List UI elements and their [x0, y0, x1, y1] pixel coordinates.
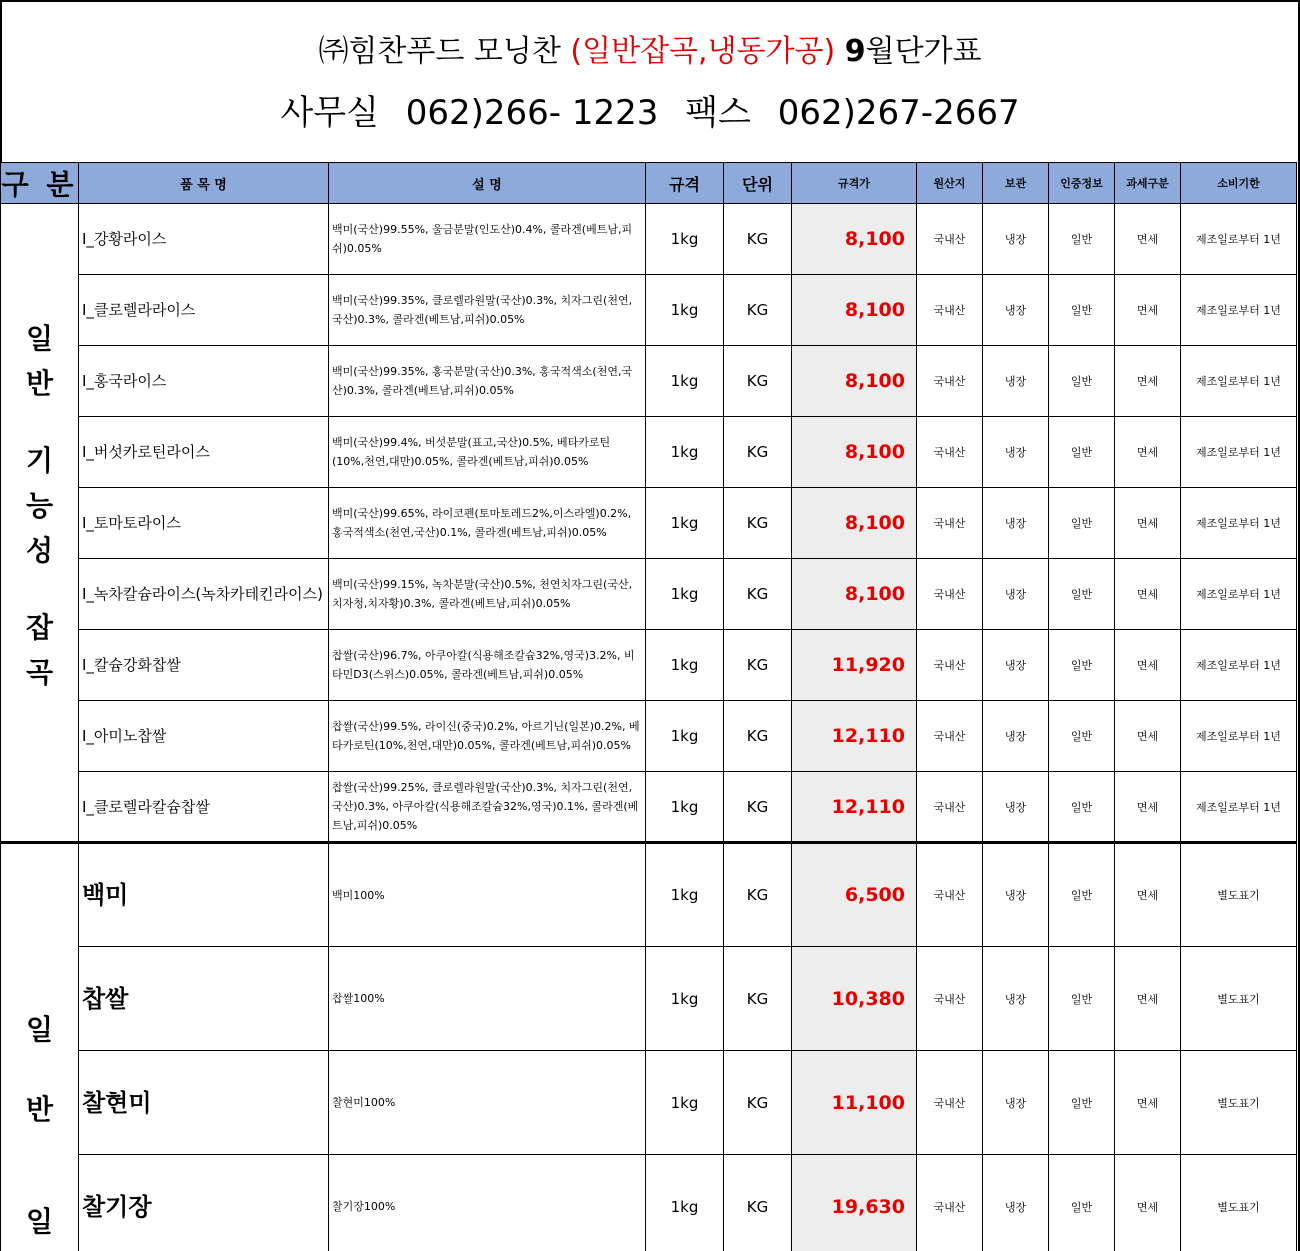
header-unit: 단위 [724, 163, 792, 204]
category-group-char: 일 [25, 322, 54, 355]
cell-name: I_클로렐라칼슘찹쌀 [79, 772, 329, 843]
category-group-char: 일 [25, 1205, 54, 1238]
cell-origin: 국내산 [917, 204, 983, 275]
table-row [1, 701, 1297, 772]
cell-desc: 백미(국산)99.55%, 울금분말(인도산)0.4%, 콜라겐(베트남,피쉬)0.05% [329, 204, 646, 275]
price-table [0, 162, 1297, 1251]
cell-spec: 1kg [646, 488, 724, 559]
cell-origin: 국내산 [917, 1051, 983, 1155]
cell-spec: 1kg [646, 630, 724, 701]
cell-spec: 1kg [646, 204, 724, 275]
cell-desc: 백미(국산)99.65%, 라이코펜(토마토레드2%,이스라엘)0.2%, 홍국적색소(천연,국산)0.1%, 콜라겐(베트남,피쉬)0.05% [329, 488, 646, 559]
category-group-char [1, 406, 78, 438]
cell-origin: 국내산 [917, 559, 983, 630]
table-row [1, 275, 1297, 346]
cell-storage: 냉장 [983, 630, 1049, 701]
category-group [1, 204, 79, 843]
cell-unit: KG [724, 1051, 792, 1155]
cell-desc: 찹쌀100% [329, 947, 646, 1051]
month-number: 9 [844, 34, 866, 69]
cell-cert: 일반 [1049, 630, 1115, 701]
category-group-char: 잡 [25, 611, 54, 644]
cell-name: I_아미노찹쌀 [79, 701, 329, 772]
category-group-char: 능 [25, 489, 54, 522]
cell-unit: KG [724, 346, 792, 417]
header-row [1, 163, 1297, 204]
document-title [2, 32, 1298, 72]
cell-spec: 1kg [646, 275, 724, 346]
cell-origin: 국내산 [917, 843, 983, 947]
cell-unit: KG [724, 488, 792, 559]
table-row [1, 204, 1297, 275]
cell-unit: KG [724, 630, 792, 701]
cell-price: 6,500 [792, 843, 917, 947]
category-group-char: 기 [25, 444, 54, 477]
cell-storage: 냉장 [983, 275, 1049, 346]
cell-storage: 냉장 [983, 488, 1049, 559]
cell-unit: KG [724, 947, 792, 1051]
cell-price: 12,110 [792, 772, 917, 843]
cell-expiry: 제조일로부터 1년 [1181, 488, 1297, 559]
cell-tax: 면세 [1115, 947, 1181, 1051]
cell-origin: 국내산 [917, 772, 983, 843]
cell-expiry: 제조일로부터 1년 [1181, 204, 1297, 275]
category-label: (일반잡곡,냉동가공) [570, 34, 836, 69]
category-group-char: 반 [25, 367, 54, 400]
cell-origin: 국내산 [917, 346, 983, 417]
cell-desc: 찰기장100% [329, 1155, 646, 1251]
cell-expiry: 제조일로부터 1년 [1181, 630, 1297, 701]
table-row [1, 772, 1297, 843]
cell-unit: KG [724, 1155, 792, 1251]
contact-line [2, 90, 1298, 136]
cell-unit: KG [724, 843, 792, 947]
cell-cert: 일반 [1049, 204, 1115, 275]
cell-expiry: 제조일로부터 1년 [1181, 772, 1297, 843]
cell-spec: 1kg [646, 701, 724, 772]
cell-tax: 면세 [1115, 204, 1181, 275]
cell-spec: 1kg [646, 772, 724, 843]
cell-storage: 냉장 [983, 1051, 1049, 1155]
table-row [1, 947, 1297, 1051]
office-phone: 062)266- 1223 [405, 93, 659, 133]
cell-name: 찰기장 [79, 1155, 329, 1251]
cell-price: 11,920 [792, 630, 917, 701]
cell-expiry: 별도표기 [1181, 843, 1297, 947]
cell-spec: 1kg [646, 843, 724, 947]
cell-storage: 냉장 [983, 204, 1049, 275]
cell-storage: 냉장 [983, 947, 1049, 1051]
cell-price: 8,100 [792, 559, 917, 630]
cell-desc: 찹쌀(국산)99.25%, 클로렐라원말(국산)0.3%, 치자그린(천연,국산)0.3%, 아쿠아칼(식용해조칼슘32%,영국)0.1%, 콜라겐(베트남,피쉬)0.05% [329, 772, 646, 843]
cell-origin: 국내산 [917, 1155, 983, 1251]
cell-spec: 1kg [646, 947, 724, 1051]
cell-unit: KG [724, 275, 792, 346]
cell-storage: 냉장 [983, 843, 1049, 947]
cell-desc: 백미(국산)99.15%, 녹차분말(국산)0.5%, 천연치자그린(국산,치자청,치자황)0.3%, 콜라겐(베트남,피쉬)0.05% [329, 559, 646, 630]
header-name: 품 목 명 [79, 163, 329, 204]
cell-name: I_녹차칼슘라이스(녹차카테킨라이스) [79, 559, 329, 630]
cell-spec: 1kg [646, 1051, 724, 1155]
cell-spec: 1kg [646, 559, 724, 630]
cell-expiry: 제조일로부터 1년 [1181, 346, 1297, 417]
cell-desc: 백미100% [329, 843, 646, 947]
category-group-char [1, 573, 78, 605]
category-group-char: 성 [25, 534, 54, 567]
cell-desc: 백미(국산)99.35%, 홍국분말(국산)0.3%, 홍국적색소(천연,국산)0.3%, 콜라겐(베트남,피쉬)0.05% [329, 346, 646, 417]
cell-origin: 국내산 [917, 417, 983, 488]
cell-origin: 국내산 [917, 630, 983, 701]
category-group-char: 곡 [25, 656, 54, 689]
cell-expiry: 별도표기 [1181, 1051, 1297, 1155]
header-tax: 과세구분 [1115, 163, 1181, 204]
cell-cert: 일반 [1049, 559, 1115, 630]
cell-price: 8,100 [792, 417, 917, 488]
cell-cert: 일반 [1049, 1051, 1115, 1155]
cell-spec: 1kg [646, 1155, 724, 1251]
cell-desc: 찹쌀(국산)96.7%, 아쿠아칼(식용해조칼슘32%,영국)3.2%, 비타민D3(스위스)0.05%, 콜라겐(베트남,피쉬)0.05% [329, 630, 646, 701]
cell-price: 8,100 [792, 275, 917, 346]
cell-name: I_클로렐라라이스 [79, 275, 329, 346]
table-row [1, 843, 1297, 947]
cell-unit: KG [724, 204, 792, 275]
cell-tax: 면세 [1115, 772, 1181, 843]
cell-expiry: 별도표기 [1181, 1155, 1297, 1251]
cell-cert: 일반 [1049, 772, 1115, 843]
table-row [1, 1155, 1297, 1251]
cell-expiry: 제조일로부터 1년 [1181, 701, 1297, 772]
cell-desc: 백미(국산)99.4%, 버섯분말(표고,국산)0.5%, 베타카로틴(10%,천연,대만)0.05%, 콜라겐(베트남,피쉬)0.05% [329, 417, 646, 488]
cell-cert: 일반 [1049, 1155, 1115, 1251]
cell-origin: 국내산 [917, 701, 983, 772]
cell-price: 12,110 [792, 701, 917, 772]
cell-expiry: 제조일로부터 1년 [1181, 275, 1297, 346]
cell-storage: 냉장 [983, 417, 1049, 488]
cell-tax: 면세 [1115, 630, 1181, 701]
cell-tax: 면세 [1115, 488, 1181, 559]
cell-unit: KG [724, 559, 792, 630]
table-row [1, 488, 1297, 559]
header-cert: 인증정보 [1049, 163, 1115, 204]
cell-name: I_칼슘강화찹쌀 [79, 630, 329, 701]
header-desc: 설 명 [329, 163, 646, 204]
cell-spec: 1kg [646, 417, 724, 488]
cell-name: I_토마토라이스 [79, 488, 329, 559]
cell-desc: 찹쌀(국산)99.5%, 라이신(중국)0.2%, 아르기닌(일본)0.2%, 베타카로틴(10%,천연,대만)0.05%, 콜라겐(베트남,피쉬)0.05% [329, 701, 646, 772]
office-label: 사무실 [280, 93, 379, 133]
cell-price: 8,100 [792, 346, 917, 417]
cell-unit: KG [724, 772, 792, 843]
header-price: 규격가 [792, 163, 917, 204]
cell-name: I_홍국라이스 [79, 346, 329, 417]
title-block [2, 2, 1298, 164]
cell-storage: 냉장 [983, 1155, 1049, 1251]
header-group: 구 분 [1, 163, 79, 204]
cell-tax: 면세 [1115, 1051, 1181, 1155]
cell-storage: 냉장 [983, 346, 1049, 417]
fax-phone: 062)267-2667 [777, 93, 1020, 133]
cell-tax: 면세 [1115, 1155, 1181, 1251]
cell-expiry: 제조일로부터 1년 [1181, 559, 1297, 630]
fax-label: 팩스 [685, 93, 751, 133]
cell-name: 찰현미 [79, 1051, 329, 1155]
cell-price: 19,630 [792, 1155, 917, 1251]
cell-price: 10,380 [792, 947, 917, 1051]
cell-storage: 냉장 [983, 772, 1049, 843]
cell-cert: 일반 [1049, 346, 1115, 417]
cell-expiry: 별도표기 [1181, 947, 1297, 1051]
cell-price: 8,100 [792, 488, 917, 559]
table-row [1, 1051, 1297, 1155]
cell-tax: 면세 [1115, 275, 1181, 346]
cell-unit: KG [724, 417, 792, 488]
category-group [1, 843, 79, 1251]
cell-storage: 냉장 [983, 559, 1049, 630]
table-row [1, 417, 1297, 488]
cell-cert: 일반 [1049, 947, 1115, 1051]
cell-cert: 일반 [1049, 843, 1115, 947]
table-row [1, 630, 1297, 701]
cell-storage: 냉장 [983, 701, 1049, 772]
cell-tax: 면세 [1115, 559, 1181, 630]
table-row [1, 559, 1297, 630]
cell-cert: 일반 [1049, 701, 1115, 772]
header-spec: 규격 [646, 163, 724, 204]
cell-price: 8,100 [792, 204, 917, 275]
cell-origin: 국내산 [917, 947, 983, 1051]
cell-expiry: 제조일로부터 1년 [1181, 417, 1297, 488]
cell-name: I_강황라이스 [79, 204, 329, 275]
header-expiry: 소비기한 [1181, 163, 1297, 204]
cell-origin: 국내산 [917, 275, 983, 346]
cell-cert: 일반 [1049, 417, 1115, 488]
cell-tax: 면세 [1115, 701, 1181, 772]
cell-cert: 일반 [1049, 275, 1115, 346]
cell-tax: 면세 [1115, 417, 1181, 488]
title-suffix: 월단가표 [865, 34, 982, 69]
cell-desc: 찰현미100% [329, 1051, 646, 1155]
cell-spec: 1kg [646, 346, 724, 417]
cell-cert: 일반 [1049, 488, 1115, 559]
cell-tax: 면세 [1115, 346, 1181, 417]
cell-name: 찹쌀 [79, 947, 329, 1051]
company-name: ㈜힘찬푸드 모닝찬 [318, 34, 561, 69]
cell-desc: 백미(국산)99.35%, 클로렐라원말(국산)0.3%, 치자그린(천연,국산)0.3%, 콜라겐(베트남,피쉬)0.05% [329, 275, 646, 346]
cell-tax: 면세 [1115, 843, 1181, 947]
header-storage: 보관 [983, 163, 1049, 204]
cell-unit: KG [724, 701, 792, 772]
cell-name: 백미 [79, 843, 329, 947]
header-origin: 원산지 [917, 163, 983, 204]
cell-origin: 국내산 [917, 488, 983, 559]
cell-price: 11,100 [792, 1051, 917, 1155]
category-group-char: 일 [25, 1013, 54, 1046]
table-row [1, 346, 1297, 417]
category-group-char: 반 [25, 1093, 54, 1126]
cell-name: I_버섯카로틴라이스 [79, 417, 329, 488]
